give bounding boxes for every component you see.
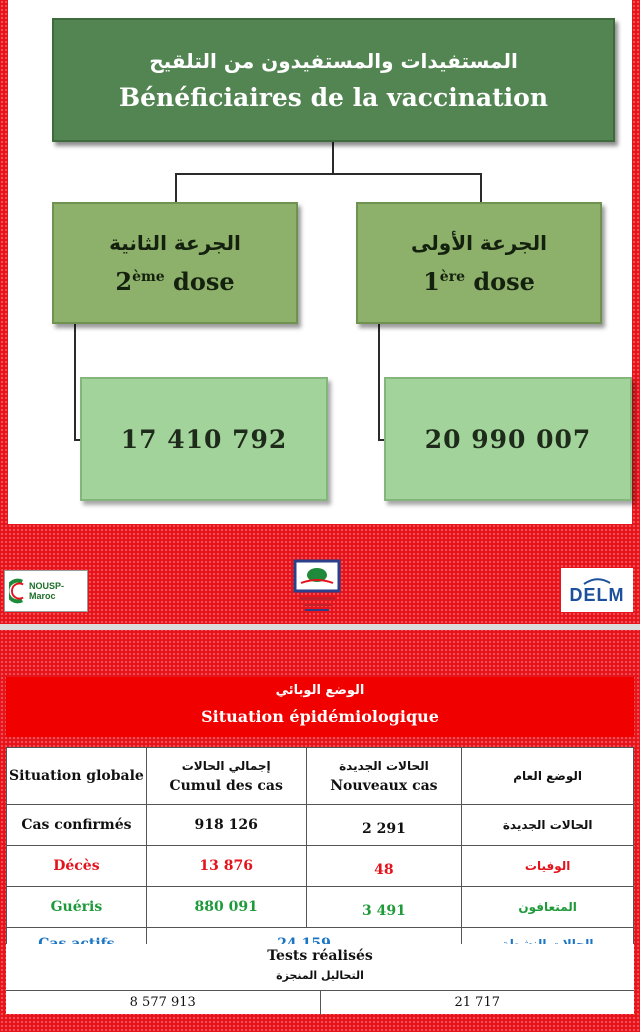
dose1-label-ar: الجرعة الأولى: [411, 230, 547, 255]
tree-connector: [74, 324, 76, 440]
row-new: 48: [306, 846, 462, 887]
epi-header: [6, 677, 634, 737]
vaccination-title-fr: Bénéficiaires de la vaccination: [119, 82, 548, 112]
table-header-row: [7, 748, 634, 805]
tests-new: 21 717: [320, 991, 635, 1015]
nousp-logo-text: NOUSP-Maroc: [28, 581, 64, 601]
dose1-label-fr: 1ère dose: [423, 266, 535, 296]
row-label-ar: المتعافون: [462, 887, 634, 928]
epi-title-ar: الوضع الوبائي: [275, 683, 365, 698]
row-label-ar: الحالات الجديدة: [462, 805, 634, 846]
header-general-ar: الوضع العام: [462, 748, 634, 805]
vaccination-title-ar: المستفيدات والمستفيدون من التلقيح: [149, 48, 518, 73]
tests-section: [6, 944, 634, 1014]
ministry-emblem-icon: [293, 559, 343, 615]
table-row: [7, 846, 634, 887]
dose2-label-ar: الجرعة الثانية: [109, 230, 241, 255]
tests-values: [6, 990, 634, 1015]
table-row: [7, 805, 634, 846]
delm-logo: [561, 568, 633, 612]
nousp-emblem-icon: [9, 578, 26, 604]
tree-connector: [175, 173, 482, 175]
epi-table: [6, 747, 634, 961]
dose1-box: [356, 202, 602, 324]
tests-cumul: 8 577 913: [129, 995, 196, 1010]
tree-connector: [378, 324, 380, 440]
row-cumul: 880 091: [146, 887, 306, 928]
tree-connector: [480, 173, 482, 203]
row-label-fr: Décès: [7, 846, 147, 887]
row-new: 2 291: [306, 805, 462, 846]
header-cumul: إجمالي الحالات Cumul des cas: [146, 748, 306, 805]
table-row: [7, 887, 634, 928]
tree-connector: [332, 142, 334, 174]
tree-connector: [175, 173, 177, 203]
tests-title-ar: التحاليل المنجزة: [276, 969, 364, 982]
nousp-logo: [4, 570, 88, 612]
row-label-fr: Cas confirmés: [7, 805, 147, 846]
header-global: Situation globale: [7, 748, 147, 805]
row-label-fr: Guéris: [7, 887, 147, 928]
dose2-value: 17 410 792: [80, 377, 328, 501]
row-label-ar: الوفيات: [462, 846, 634, 887]
vaccination-title-box: [52, 18, 615, 142]
dose2-box: [52, 202, 298, 324]
header-new: الحالات الجديدة Nouveaux cas: [306, 748, 462, 805]
row-cumul: 918 126: [146, 805, 306, 846]
dose1-value: 20 990 007: [384, 377, 632, 501]
epi-title-fr: Situation épidémiologique: [201, 707, 439, 726]
section-divider: [0, 624, 640, 630]
ministry-logo: [293, 559, 343, 615]
row-cumul: 13 876: [146, 846, 306, 887]
delm-logo-text: DELM: [569, 584, 625, 605]
row-new: 3 491: [306, 887, 462, 928]
dose2-label-fr: 2ème dose: [115, 266, 235, 296]
tests-title-fr: Tests réalisés: [267, 948, 373, 964]
